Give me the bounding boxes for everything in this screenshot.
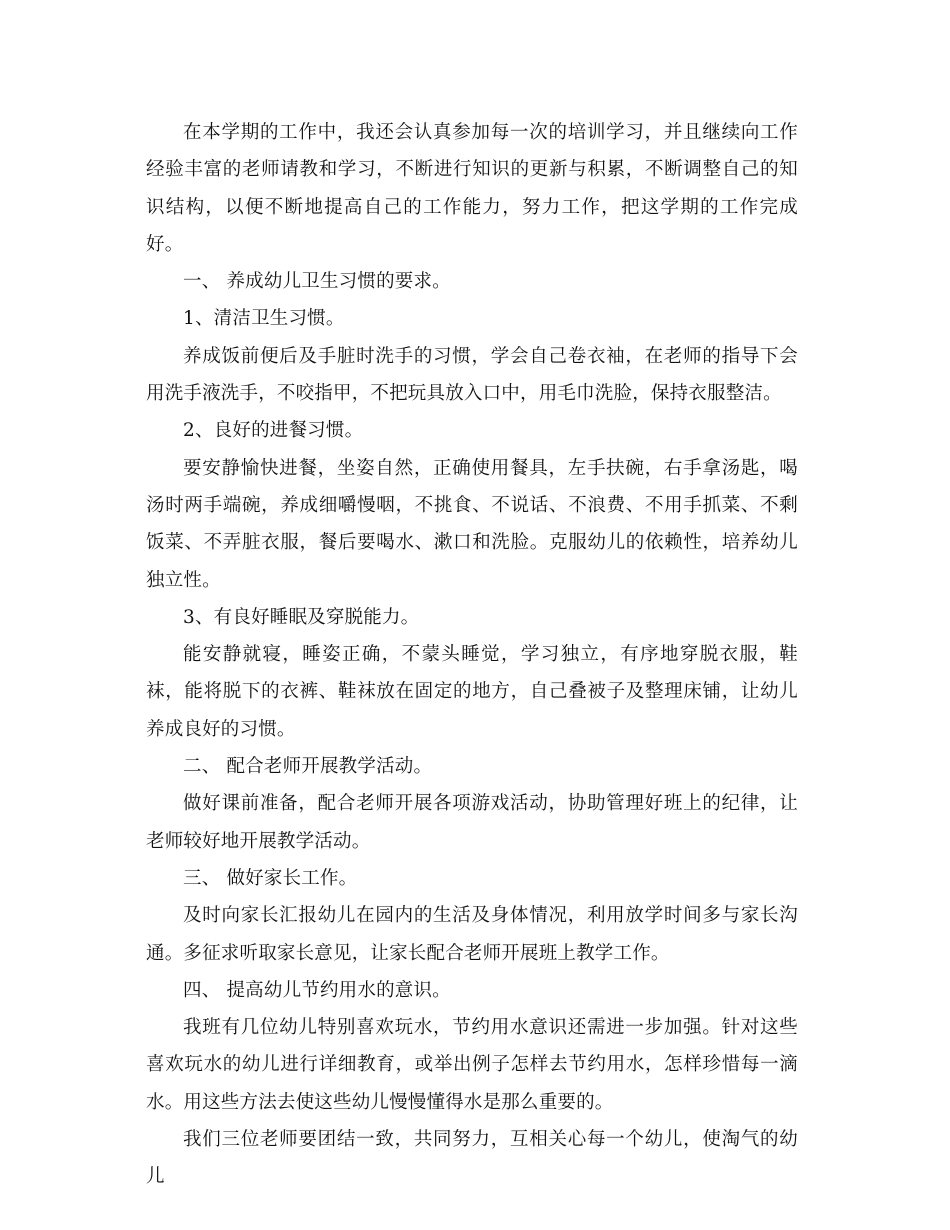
document-body [146,114,798,1196]
heading-water-saving: 四、 提高幼儿节约用水的意识。 [183,979,451,1001]
paragraph-dining: 要安静愉快进餐，坐姿自然，正确使用餐具，左手扶碗，右手拿汤匙，喝汤时两手端碗，养成细嚼慢咽，不挑食、不说话、不浪费、不用手抓菜、不剩饭菜、不弄脏衣服，餐后要喝水、漱口和洗脸。克服幼儿的依赖性，培养幼儿独立性。 [146,457,798,591]
paragraph-teaching-support: 做好课前准备，配合老师开展各项游戏活动，协助管理好班上的纪律，让老师较好地开展教学活动。 [146,793,798,852]
paragraph-sleep: 能安静就寝，睡姿正确，不蒙头睡觉，学习独立，有序地穿脱衣服，鞋袜，能将脱下的衣裤、鞋袜放在固定的地方，自己叠被子及整理床铺，让幼儿养成良好的习惯。 [146,644,798,740]
paragraph-water-saving: 我班有几位幼儿特别喜欢玩水，节约用水意识还需进一步加强。针对这些喜欢玩水的幼儿进行详细教育，或举出例子怎样去节约用水，怎样珍惜每一滴水。用这些方法去使这些幼儿慢慢懂得水是那么重要的。 [146,1017,798,1113]
heading-teaching-support: 二、 配合老师开展教学活动。 [183,756,433,778]
paragraph-teamwork: 我们三位老师要团结一致，共同努力，互相关心每一个幼儿，使淘气的幼儿 [146,1129,798,1188]
heading-parent-work: 三、 做好家长工作。 [183,867,358,889]
heading-hygiene-habits: 一、 养成幼儿卫生习惯的要求。 [183,271,451,293]
subheading-sleep: 3、有良好睡眠及穿脱能力。 [183,606,420,628]
paragraph-cleanliness: 养成饭前便后及手脏时洗手的习惯，学会自己卷衣袖，在老师的指导下会用洗手液洗手，不咬指甲，不把玩具放入口中，用毛巾洗脸，保持衣服整洁。 [146,345,798,405]
paragraph-intro: 在本学期的工作中，我还会认真参加每一次的培训学习，并且继续向工作经验丰富的老师请教和学习，不断进行知识的更新与积累，不断调整自己的知识结构，以便不断地提高自己的工作能力，努力工作，把这学期的工作完成好。 [146,122,798,255]
subheading-cleanliness: 1、清洁卫生习惯。 [183,308,345,330]
subheading-dining: 2、良好的进餐习惯。 [183,420,364,442]
paragraph-parent-work: 及时向家长汇报幼儿在园内的生活及身体情况，利用放学时间多与家长沟通。多征求听取家长意见，让家长配合老师开展班上教学工作。 [146,905,798,964]
